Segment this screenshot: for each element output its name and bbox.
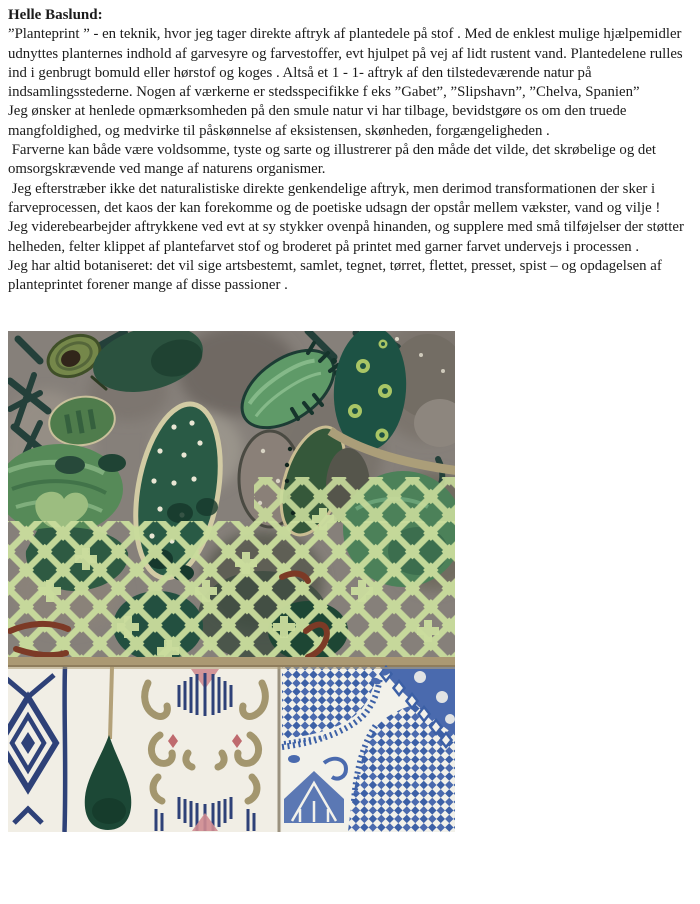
artwork-figure (8, 331, 700, 832)
statement-paragraph-6: Jeg har altid botaniseret: det vil sige artsbestemt, samlet, tegnet, tørret, flettet, presset, spist – og opdagelsen af planteprintet forener mange af disse passioner . (8, 257, 666, 294)
planteprint-artwork-image (8, 331, 455, 832)
statement-paragraph-5: Jeg viderebearbejder aftrykkene ved evt at sy stykker ovenpå hinanden, og supplere med små tilføjelser der støtter helheden, felter klippet af plantefarvet stof og broderet på printet med garner farvet undervejs i processen . (8, 219, 688, 255)
statement-paragraph-1: ”Planteprint ” - en teknik, hvor jeg tager direkte aftryk af plantedele på stof . Med de enklest mulige hjælpemidler udnyttes planternes indhold af garvesyre og farvestoffer, evt hjulpet på vej af lidt rustent vand. Plantedelene rulles ind i genbrugt bomuld eller hørstof og koges . Altså et 1 - 1- aftryk af den tilstedeværende natur på indsamlingsstederne. Nogen af værkerne er stedsspecifikke f eks ”Gabet”, ”Slipshavn”, ”Chelva, Spanien” (8, 26, 687, 101)
statement-paragraph-4: Jeg efterstræber ikke det naturalistiske direkte genkendelige aftryk, men derimod transformationen der sker i farveprocessen, det kaos der kan forekomme og de poetiske udsagn der opstår mellem vækster, vand og vilje ! (8, 180, 661, 216)
artist-name-heading: Helle Baslund: (8, 7, 103, 23)
statement-paragraph-2: Jeg ønsker at henlede opmærksomheden på den smule natur vi har tilbage, bevidstgøre os om den truede mangfoldighed, og medvirke til påskønnelse af eksistensen, skønheden, forgængeligheden . (8, 103, 631, 139)
statement-paragraph-3: Farverne kan både være voldsomme, tyste og sarte og illustrerer på den måde det vilde, det skrøbelige og det omsorgskrævende ved mange af naturens organismer. (8, 142, 660, 178)
